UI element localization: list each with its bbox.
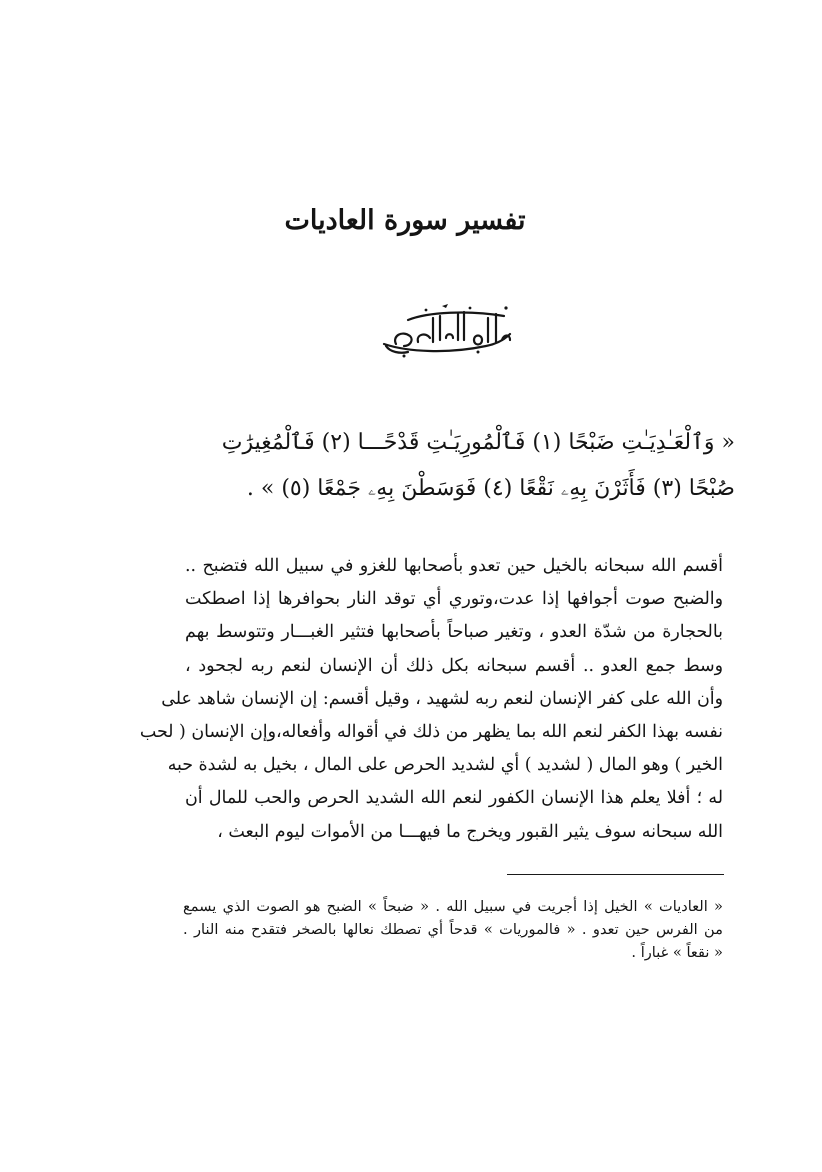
quran-verses [210, 420, 735, 512]
body-line: الخير ) وهو المال ( لشديد ) أي لشديد الحرص على المال ، بخيل به لشدة حبه [167, 755, 723, 776]
footnote-line: « العاديات » الخيل إذا أجريت في سبيل الله . « ضبحاً » الضبح هو الصوت الذي يسمع [183, 898, 723, 915]
footnote-line: من الفرس حين تعدو . « فالموريات » قدحاً أي تصطك نعالها بالصخر فتقدح منه النار . [183, 921, 723, 938]
page-title [0, 205, 822, 236]
basmala-calligraphy-svg [378, 300, 518, 362]
body-line: أقسم الله سبحانه بالخيل حين تعدو بأصحابها للغزو في سبيل الله فتضبح .. [185, 556, 723, 576]
body-line: والضبح صوت أجوافها إذا عدت،وتوري أي توقد النار بحوافرها إذا اصطكت [185, 589, 723, 610]
body-line: بالحجارة من شدّة العدو ، وتغير صباحاً بأصحابها فتثير الغبـــار وتتوسط بهم [185, 622, 723, 643]
basmala-calligraphy [378, 300, 518, 362]
body-line: وأن الله على كفر الإنسان لنعم ربه لشهيد ، وقيل أقسم: إن الإنسان شاهد على [161, 688, 723, 709]
verse-line: صُبْحًا (٣) فَأَثَرْنَ بِهِۦ نَقْعًا (٤) فَوَسَطْنَ بِهِۦ جَمْعًا (٥) » . [246, 476, 735, 501]
footnotes [183, 895, 723, 964]
body-line: وسط جمع العدو .. أقسم سبحانه بكل ذلك أن الإنسان لنعم ربه لجحود ، [185, 655, 723, 676]
page-title-text: تفسير سورة العاديات [284, 205, 526, 236]
body-line: له ؛ أفلا يعلم هذا الإنسان الكفور لنعم الله الشديد الحرص والحب للمال أن [185, 788, 723, 809]
footnote-line: « نقعاً » غباراً . [631, 944, 723, 961]
tafsir-body [139, 550, 723, 849]
body-line: نفسه بهذا الكفر لنعم الله بما يظهر من ذلك في أقواله وأفعاله،وإن الإنسان ( لحب [139, 722, 723, 743]
verse-line: « وَٱلْعَـٰدِيَـٰتِ ضَبْحًا (١) فَٱلْمُورِيَـٰتِ قَدْحًـــا (٢) فَٱلْمُغِيرَٰتِ [221, 430, 735, 455]
body-line: الله سبحانه سوف يثير القبور ويخرج ما فيهـــا من الأموات ليوم البعث ، [217, 821, 723, 842]
footnote-separator [507, 874, 724, 875]
